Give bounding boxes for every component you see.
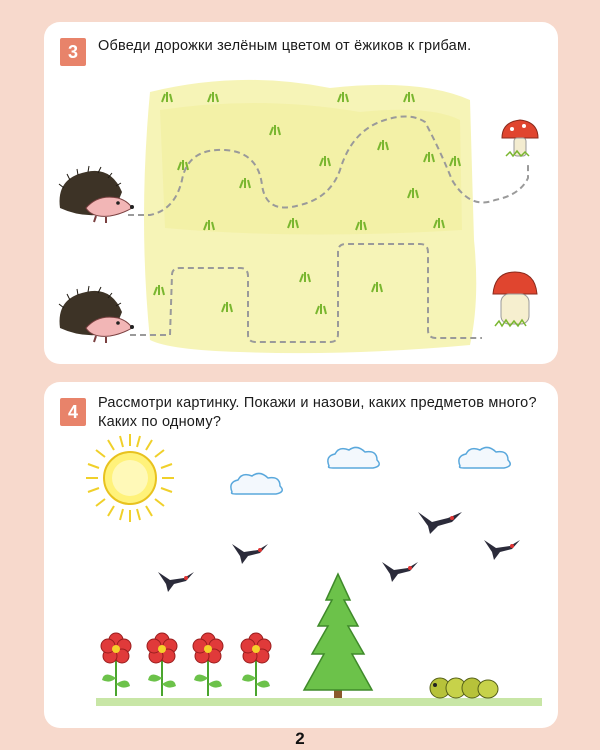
fir-tree-icon — [304, 574, 372, 698]
bird-icon — [418, 512, 462, 534]
bird-icon — [484, 540, 520, 560]
bird-icon — [232, 544, 268, 564]
cloud-icon — [328, 447, 379, 468]
flower-icon — [193, 633, 223, 696]
flower-icon — [241, 633, 271, 696]
task-3-instruction: Обведи дорожки зелёным цветом от ёжиков к грибам. — [98, 38, 472, 54]
task-4-instruction: Рассмотри картинку. Покажи и назови, каких предметов много? Каких по одному? — [98, 395, 537, 430]
flower-icon — [101, 633, 131, 696]
cloud-icon — [459, 447, 510, 468]
cloud-icon — [231, 473, 282, 494]
caterpillar-icon — [430, 678, 498, 698]
task-3-number-badge: 3 — [60, 38, 86, 66]
flower-icon — [147, 633, 177, 696]
bird-icon — [382, 562, 418, 582]
task-4-number-badge: 4 — [60, 398, 86, 426]
ground-strip — [96, 698, 542, 706]
sun-icon — [86, 434, 174, 522]
bird-icon — [158, 572, 194, 592]
page-number: 2 — [295, 729, 305, 748]
